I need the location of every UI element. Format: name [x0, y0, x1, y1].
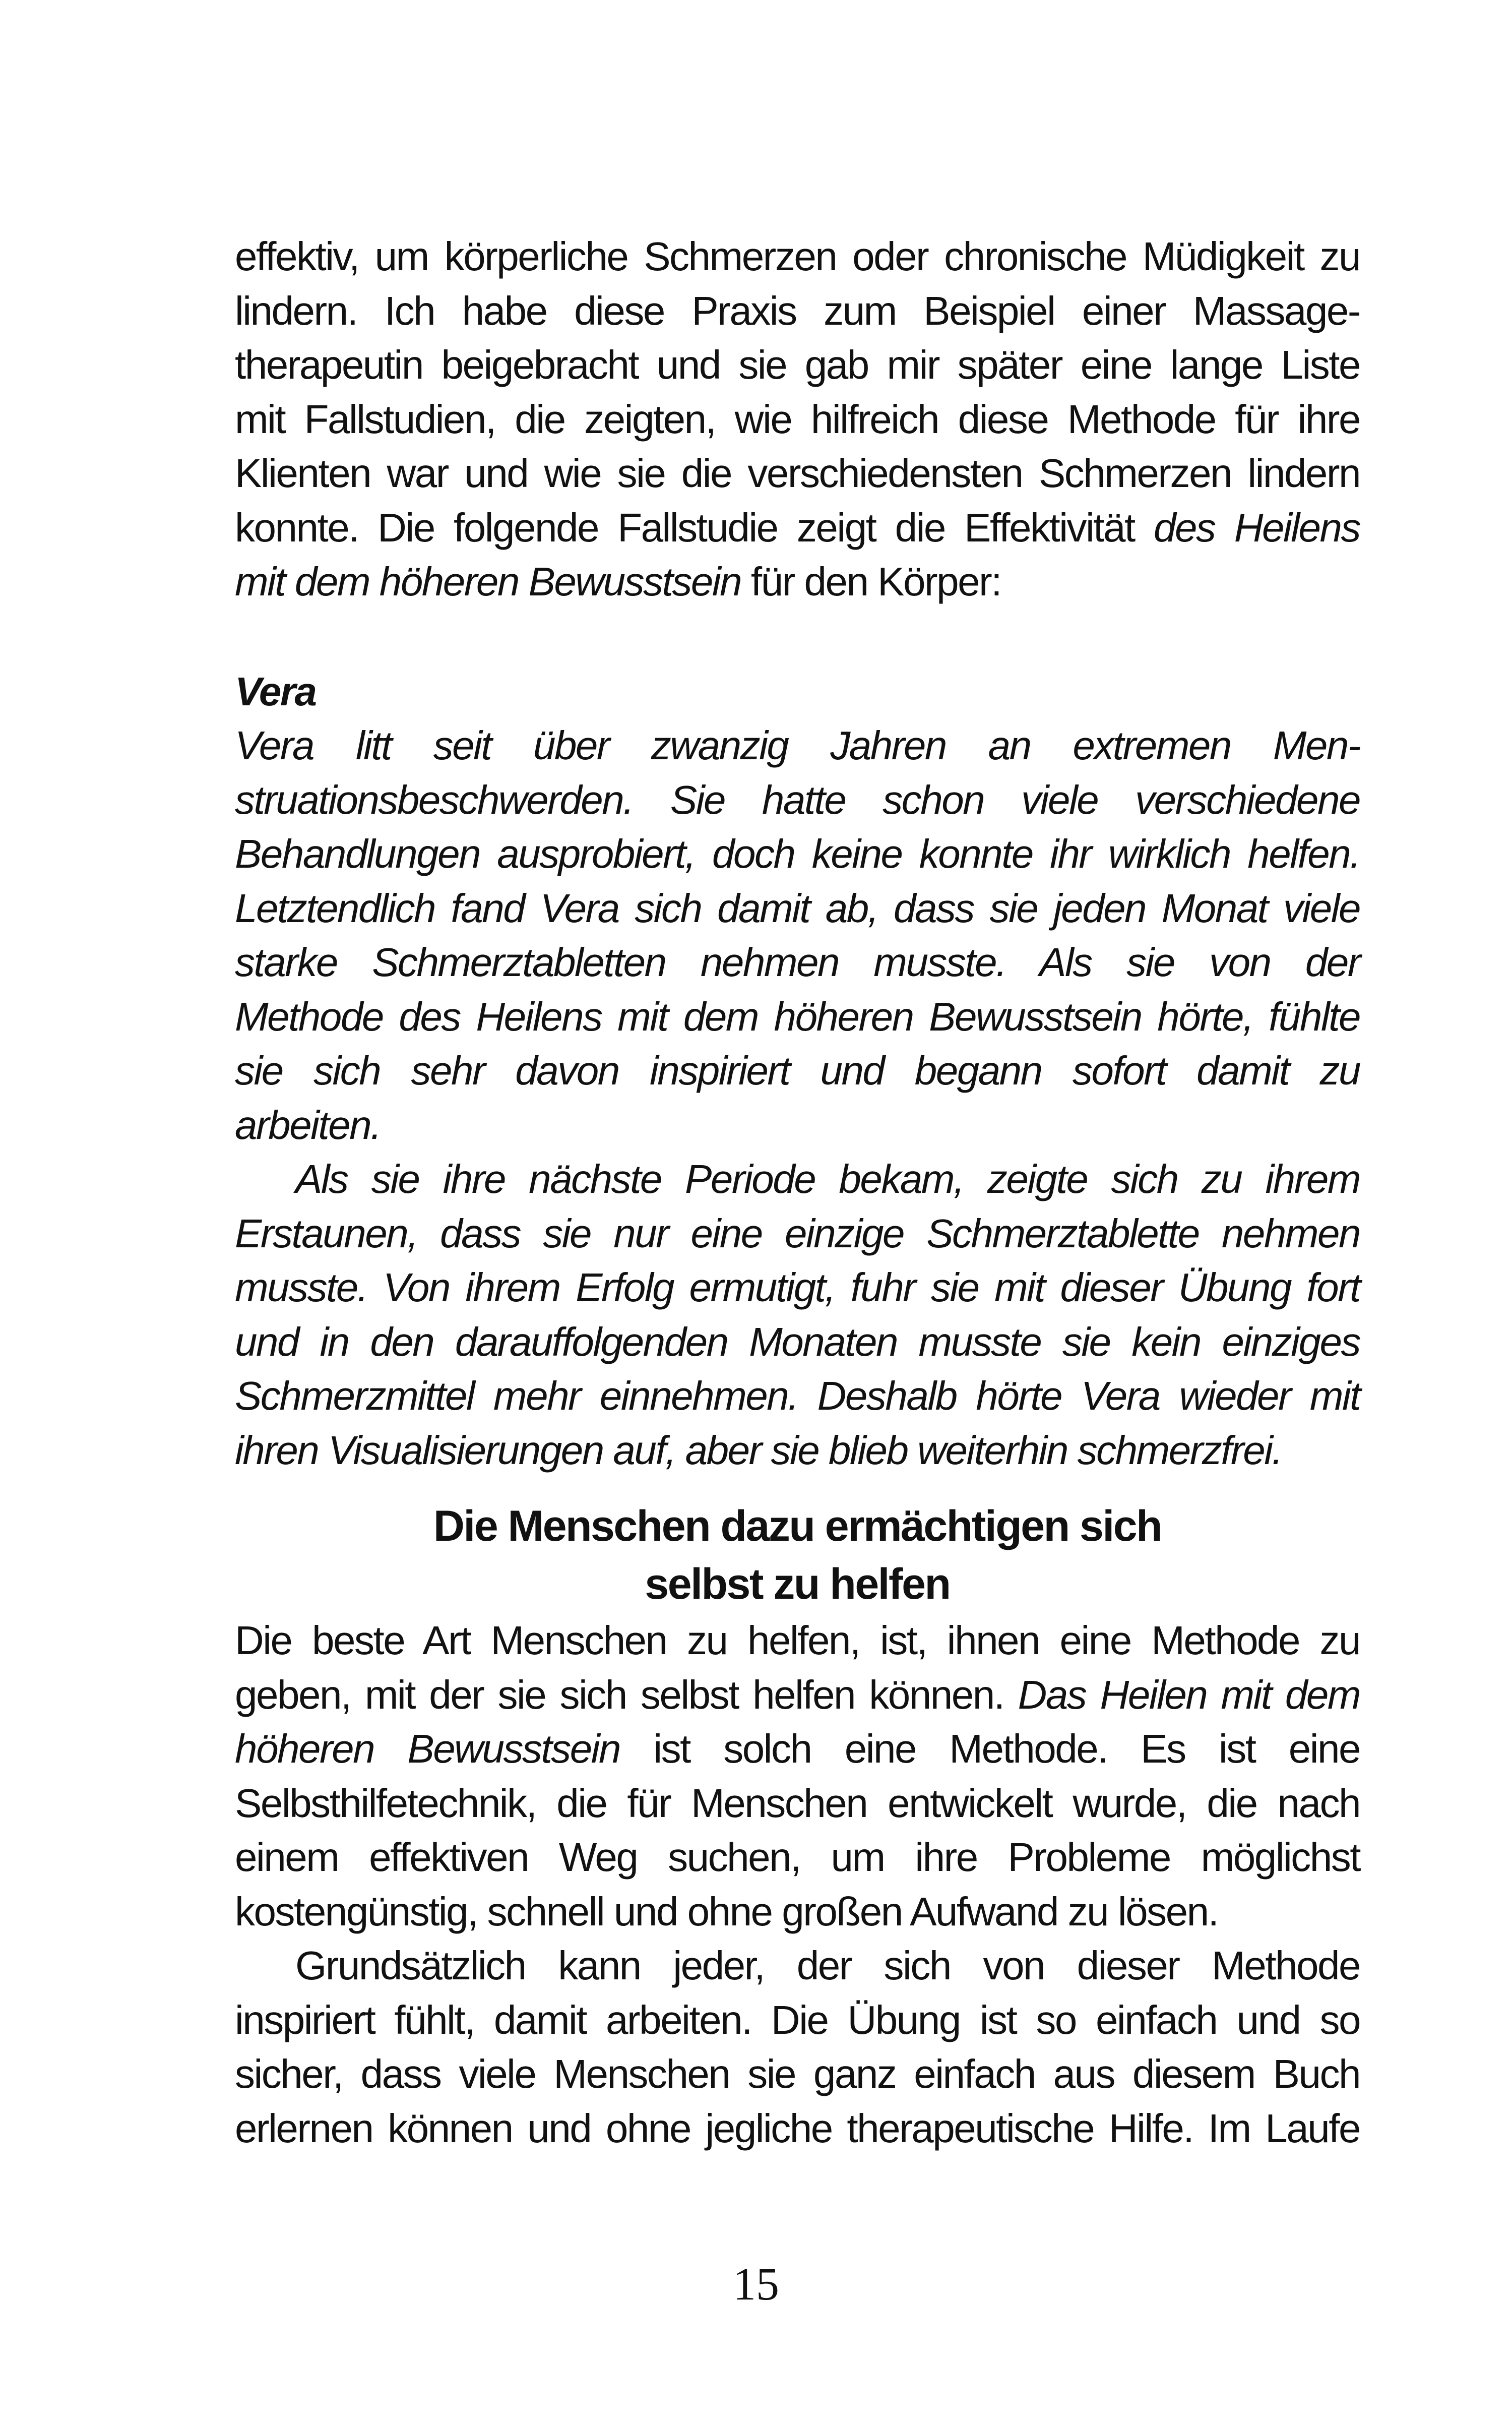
text-run: ist solch eine Methode. Es ist eine: [620, 1726, 1360, 1771]
text-run: konnte. Die folgende Fallstudie zeigt die Effektivität: [235, 505, 1154, 550]
text-line: therapeutin beigebracht und sie gab mir später eine lange Liste: [235, 342, 1360, 387]
text-line: mit Fallstudien, die zeigten, wie hilfreich diese Methode für ihre: [235, 396, 1360, 442]
section-heading-line: Die Menschen dazu ermächtigen sich: [433, 1502, 1162, 1550]
text-line: einem effektiven Weg suchen, um ihre Probleme möglichst: [235, 1835, 1360, 1880]
text-line: musste. Von ihrem Erfolg ermutigt, fuhr sie mit dieser Übung fort: [235, 1265, 1360, 1310]
page-content: [235, 229, 1360, 2155]
emphasis-text: mit dem höheren Bewusstsein: [235, 559, 741, 604]
intro-paragraph: [235, 229, 1360, 609]
text-line: effektiv, um körperliche Schmerzen oder chronische Müdigkeit zu: [235, 234, 1360, 279]
text-line: arbeiten.: [235, 1102, 381, 1147]
emphasis-text: Das Heilen mit dem: [1018, 1672, 1360, 1717]
text-line: lindern. Ich habe diese Praxis zum Beispiel einer Massage-: [235, 288, 1360, 333]
emphasis-text: des Heilens: [1153, 505, 1360, 550]
case-study: [235, 664, 1360, 1478]
text-line: Als sie ihre nächste Periode bekam, zeigte sich zu ihrem: [295, 1157, 1360, 1201]
text-line: und in den darauffolgenden Monaten musste sie kein einziges: [235, 1319, 1360, 1364]
text-line: Letztendlich fand Vera sich damit ab, dass sie jeden Monat viele: [235, 885, 1360, 931]
text-line: Vera litt seit über zwanzig Jahren an extremen Men-: [235, 723, 1360, 768]
text-line: [235, 555, 1360, 609]
text-line: Grundsätzlich kann jeder, der sich von dieser Methode: [295, 1943, 1360, 1988]
section-heading-line: selbst zu helfen: [645, 1560, 950, 1608]
text-line: Schmerzmittel mehr einnehmen. Deshalb hörte Vera wieder mit: [235, 1373, 1360, 1418]
text-line: [235, 1722, 1360, 1776]
text-line: Behandlungen ausprobiert, doch keine konnte ihr wirklich helfen.: [235, 831, 1360, 876]
text-line: Erstaunen, dass sie nur eine einzige Schmerztablette nehmen: [235, 1211, 1360, 1256]
text-line: starke Schmerztabletten nehmen musste. Als sie von der: [235, 940, 1360, 985]
text-line: sicher, dass viele Menschen sie ganz einfach aus diesem Buch: [235, 2051, 1360, 2096]
emphasis-text: höheren Bewusstsein: [235, 1726, 620, 1771]
text-line: Selbsthilfetechnik, die für Menschen entwickelt wurde, die nach: [235, 1780, 1360, 1826]
case-study-title: Vera: [235, 669, 316, 714]
text-line: ihren Visualisierungen auf, aber sie blieb weiterhin schmerzfrei.: [235, 1427, 1282, 1473]
text-line: struationsbeschwerden. Sie hatte schon viele verschiedene: [235, 777, 1360, 822]
text-line: Methode des Heilens mit dem höheren Bewusstsein hörte, fühlte: [235, 994, 1360, 1039]
page-number: 15: [733, 2258, 779, 2310]
text-run: für den Körper:: [741, 559, 1001, 604]
text-line: erlernen können und ohne jegliche therapeutische Hilfe. Im Laufe: [235, 2105, 1360, 2151]
text-line: sie sich sehr davon inspiriert und begann sofort damit zu: [235, 1048, 1360, 1093]
vertical-spacer: [235, 609, 1360, 664]
section-paragraph: [235, 1613, 1360, 1939]
text-line: inspiriert fühlt, damit arbeiten. Die Übung ist so einfach und so: [235, 1997, 1360, 2042]
text-line: Klienten war und wie sie die verschiedensten Schmerzen lindern: [235, 451, 1360, 496]
section-heading: [235, 1497, 1360, 1613]
text-line: [235, 1668, 1360, 1722]
text-line: kostengünstig, schnell und ohne großen Aufwand zu lösen.: [235, 1889, 1218, 1934]
text-run: geben, mit der sie sich selbst helfen können.: [235, 1672, 1018, 1717]
section-paragraph: [235, 1939, 1360, 2155]
text-line: [235, 501, 1360, 555]
text-line: Die beste Art Menschen zu helfen, ist, ihnen eine Methode zu: [235, 1618, 1360, 1663]
